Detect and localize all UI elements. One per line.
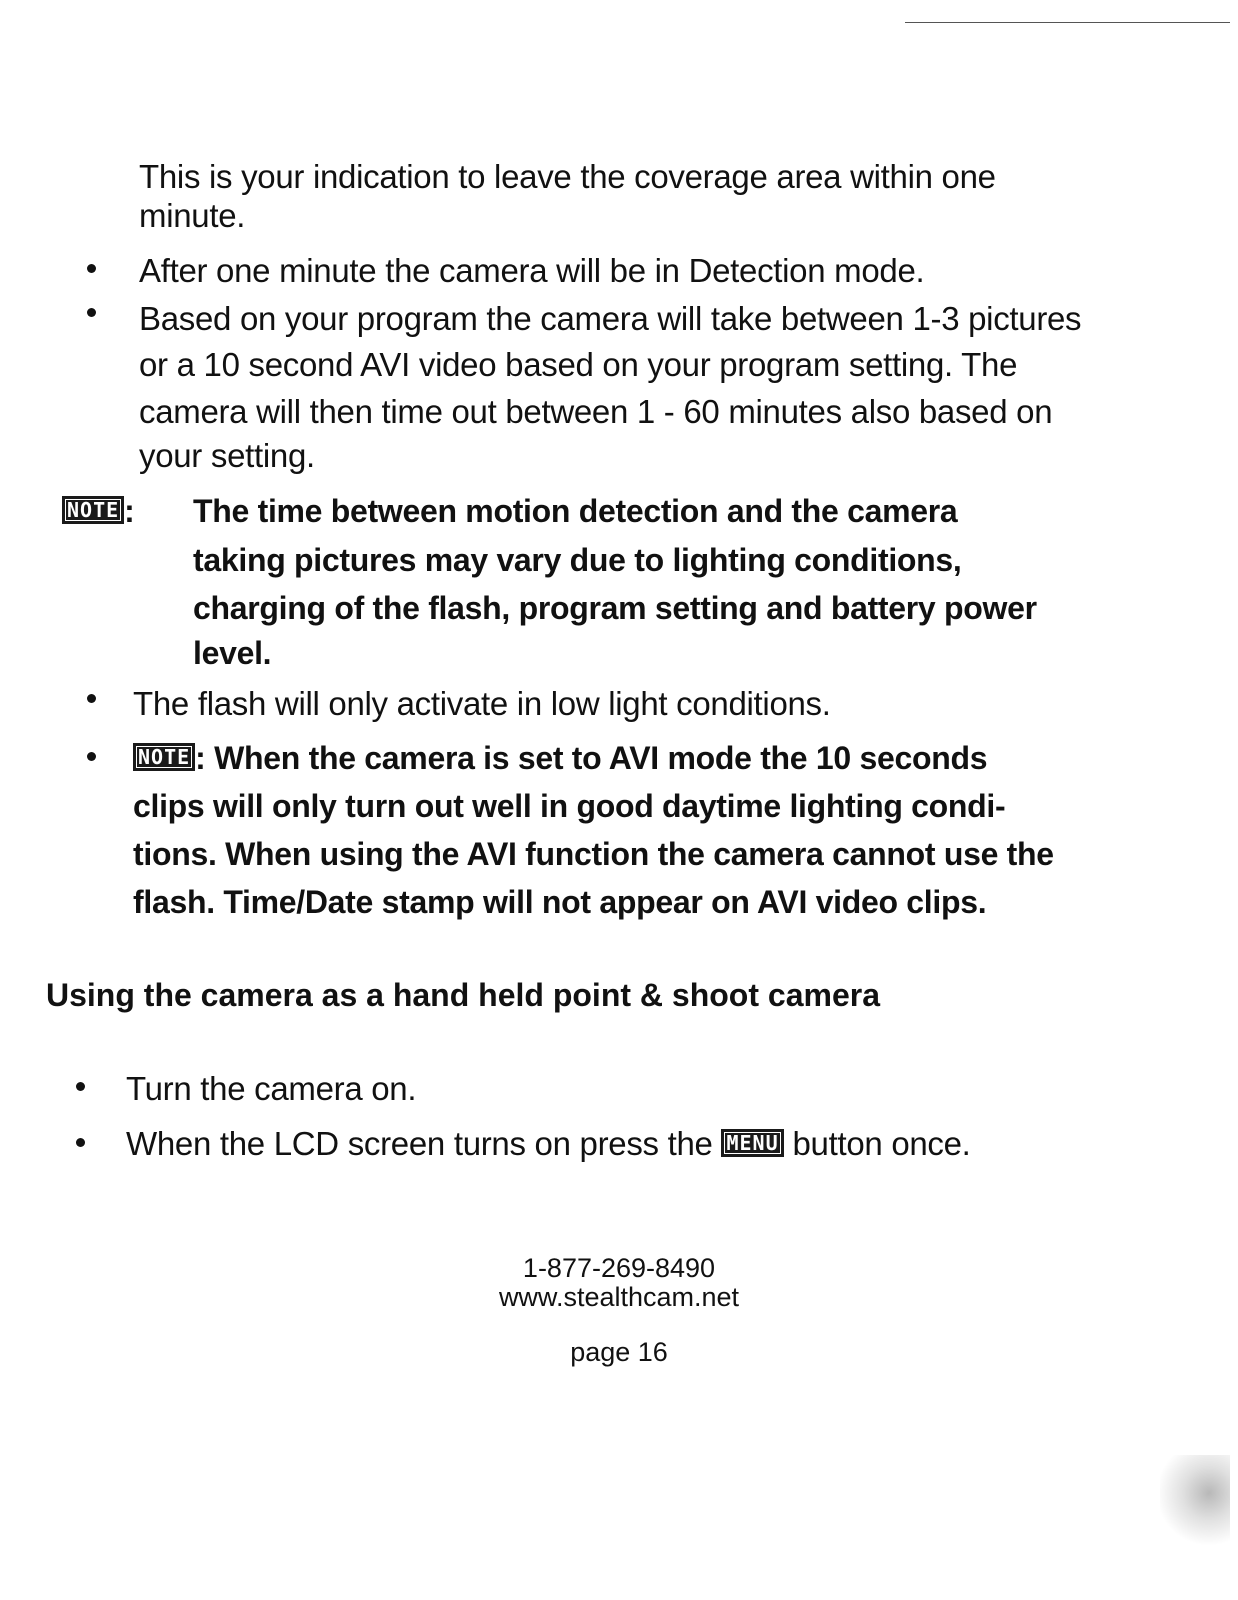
top-rule — [905, 22, 1230, 23]
step-press-menu — [126, 1120, 971, 1167]
bullet-dot — [76, 1138, 85, 1147]
bullet-dot — [87, 694, 96, 703]
step-turn-on: Turn the camera on. — [126, 1070, 417, 1107]
bullet-detection-mode: After one minute the camera will be in Detection mode. — [139, 252, 925, 289]
note-2-line-1 — [133, 735, 987, 782]
bullet-dot — [76, 1082, 85, 1091]
note-2-line-1-text: : When the camera is set to AVI mode the 10 seconds — [195, 740, 988, 776]
note-1-line-2: taking pictures may vary due to lighting conditions, — [193, 542, 962, 578]
note-2-line-2: clips will only turn out well in good daytime lighting condi- — [133, 788, 1006, 824]
note-2-line-3: tions. When using the AVI function the camera cannot use the — [133, 836, 1054, 872]
footer-phone: 1-877-269-8490 — [522, 1253, 716, 1283]
note-badge: NOTE — [62, 496, 124, 524]
note-2-line-4: flash. Time/Date stamp will not appear on AVI video clips. — [133, 884, 987, 920]
intro-line-1: This is your indication to leave the coverage area within one — [139, 158, 996, 195]
bullet-dot — [87, 264, 96, 273]
note-1-label — [62, 488, 135, 535]
step-press-menu-after: button once. — [792, 1125, 971, 1162]
bullet-program-line-1: Based on your program the camera will take between 1-3 pictures — [139, 300, 1082, 337]
scan-speckle — [1160, 1455, 1230, 1550]
note-1-line-3: charging of the flash, program setting and battery power — [193, 590, 1037, 626]
note-1-line-4: level. — [193, 635, 272, 671]
menu-button-icon: MENU — [721, 1129, 783, 1157]
bullet-program-line-3: camera will then time out between 1 - 60 minutes also based on — [139, 393, 1053, 430]
note-colon: : — [124, 493, 135, 529]
intro-line-2: minute. — [139, 197, 246, 234]
footer-website: www.stealthcam.net — [498, 1282, 740, 1312]
page-number: page 16 — [570, 1337, 668, 1367]
bullet-dot — [87, 308, 96, 317]
bullet-dot — [87, 752, 96, 761]
step-press-menu-text: When the LCD screen turns on press the — [126, 1125, 713, 1162]
bullet-program-line-2: or a 10 second AVI video based on your program setting. The — [139, 346, 1018, 383]
bullet-flash: The flash will only activate in low light conditions. — [133, 685, 831, 722]
section-heading: Using the camera as a hand held point & shoot camera — [46, 977, 880, 1013]
bullet-program-line-4: your setting. — [139, 437, 315, 474]
note-badge: NOTE — [133, 743, 195, 771]
note-1-line-1: The time between motion detection and the camera — [193, 493, 958, 529]
